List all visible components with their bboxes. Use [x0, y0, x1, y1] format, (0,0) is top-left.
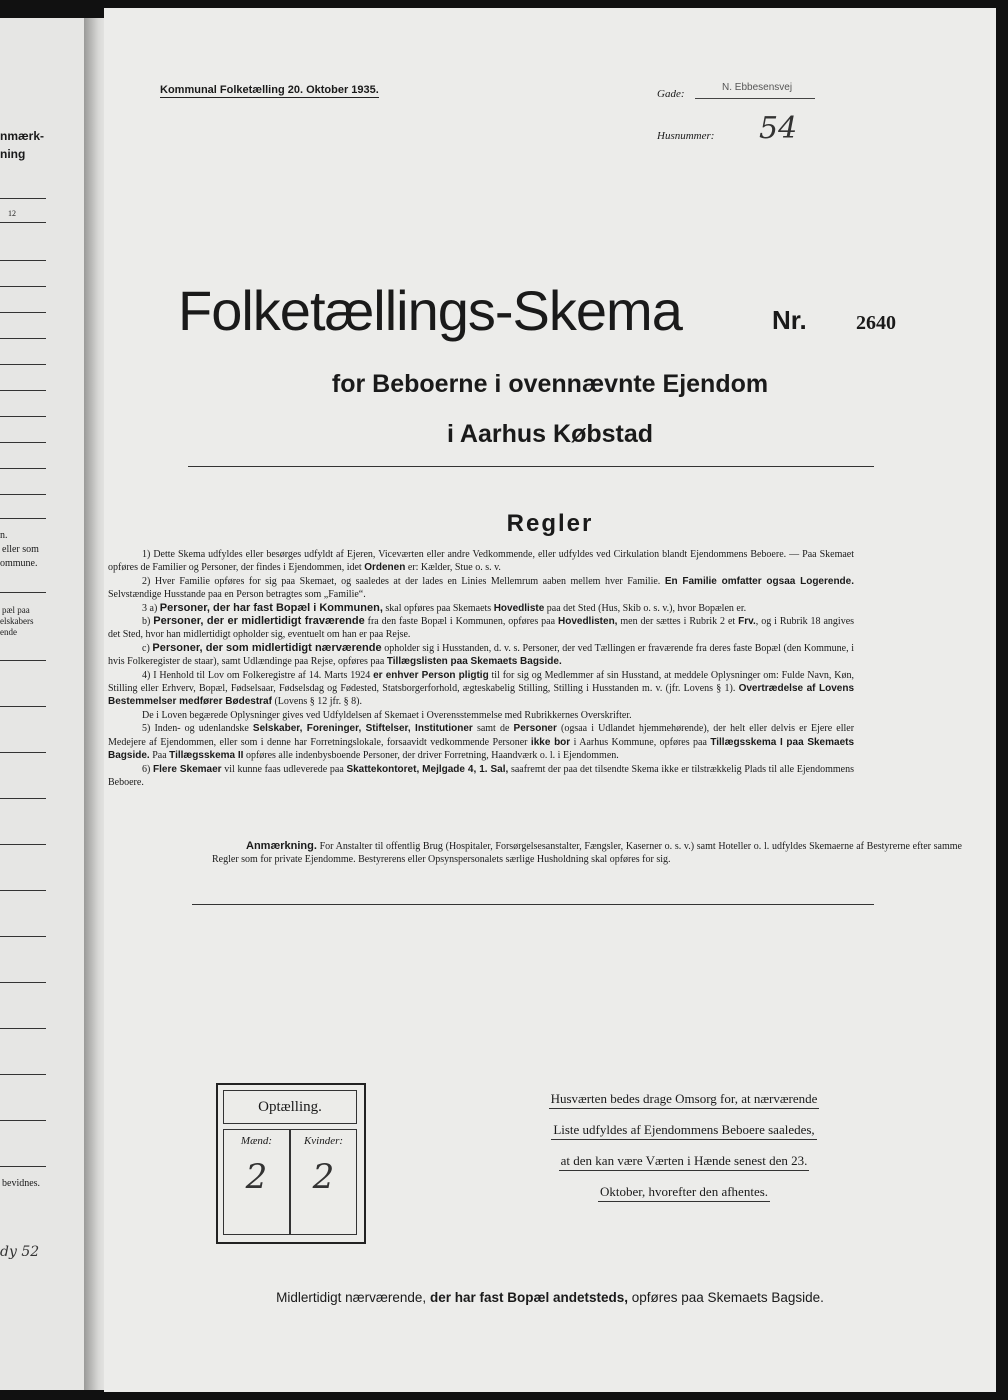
- men-label: Mænd:: [240, 1135, 273, 1147]
- left-page-fragment: ommune.: [0, 558, 38, 569]
- left-page-fragment: n.: [0, 530, 8, 541]
- men-count: 2: [245, 1157, 268, 1197]
- left-page-rule: [0, 286, 46, 287]
- left-page-fragment: eller som: [2, 544, 39, 555]
- left-page-rule: [0, 890, 46, 891]
- left-page-rule: [0, 338, 46, 339]
- left-page-rule: [0, 312, 46, 313]
- form-nr-value: 2640: [856, 312, 896, 334]
- left-page-rule: [0, 468, 46, 469]
- left-page-heading: nmærk-: [0, 129, 45, 143]
- left-page-rule: [0, 416, 46, 417]
- landlord-notice: [518, 1091, 850, 1215]
- left-page-rule: [0, 592, 46, 593]
- form-subtitle-city: i Aarhus Købstad: [446, 420, 654, 448]
- rules-heading: Regler: [506, 510, 594, 537]
- left-page-rule: [0, 1028, 46, 1029]
- count-women-column: [290, 1129, 357, 1235]
- notice-line: Oktober, hvorefter den afhentes.: [598, 1184, 770, 1202]
- left-page-col-number: 12: [8, 209, 16, 218]
- annotation-text: For Anstalter til offentlig Brug (Hospitaler, Forsørgelsesanstalter, Fængsler, Kaserner o. s. v.) samt Hoteller o. l. udfyldes Skemaerne af Bestyrerne efter samme Regler som for private Ejendomme. Bestyrerens eller Opsynspersonalets særlige Husholdning skal opføres for sig.: [212, 841, 962, 866]
- form-subtitle: for Beboerne i ovennævnte Ejendom: [331, 370, 769, 398]
- left-page-fragment: bevidnes.: [2, 1178, 41, 1189]
- rule-3a: 3 a) Personer, der har fast Bopæl i Kommunen, skal opføres paa Skemaets Hovedliste paa det Sted (Hus, Skib o. s. v.), hvor Bopælen er.: [142, 601, 747, 614]
- count-men-column: [223, 1129, 290, 1235]
- left-page-rule: [0, 260, 46, 261]
- footer-bold: der har fast Bopæl andetsteds,: [429, 1290, 628, 1305]
- rule-4b: De i Loven begærede Oplysninger gives ved Udfyldelsen af Skemaet i Overensstemmelse med Rubrikkernes Overskrifter.: [142, 709, 632, 721]
- left-page-rule: [0, 706, 46, 707]
- street-underline: [695, 98, 815, 99]
- women-label: Kvinder:: [303, 1135, 344, 1147]
- title-divider: [188, 466, 874, 467]
- rules-text: [108, 548, 854, 789]
- count-box-title: Optælling.: [223, 1090, 357, 1124]
- note-divider: [192, 904, 874, 905]
- left-page-rule: [0, 982, 46, 983]
- left-page-rule: [0, 222, 46, 223]
- footer-note: [104, 1290, 996, 1305]
- rule-5: 5) Inden- og udenlandske Selskaber, Foreninger, Stiftelser, Institutioner samt de Personer (ogsaa i Udlandet hjemmehørende), der helt eller delvis er Ejere eller Medejere af Ejendommen, eller som i denne har Forretningslokale, forsaavidt vedkommende Personer ikke bor i Aarhus Kommune, opføres paa Tillægsskema I paa Skemaets Bagside. Paa Tillægsskema II opføres alle indenbysboende Personer, der driver Forretning, Haandværk o. l. i Ejendommen.: [108, 723, 855, 762]
- left-page-rule: [0, 390, 46, 391]
- left-page-rule: [0, 660, 46, 661]
- house-number-label: Husnummer:: [657, 130, 715, 142]
- left-page-rule: [0, 844, 46, 845]
- census-label: Kommunal Folketælling 20. Oktober 1935.: [160, 84, 379, 96]
- rule-2: 2) Hver Familie opføres for sig paa Skemaet, og saaledes at der lades en Linies Mellemrum aaben mellem hver Familie. En Familie omfatter ogsaa Logerende. Selvstændige Husstande paa en Person betragtes som „Familie“.: [108, 575, 855, 601]
- census-form-page: [104, 8, 996, 1392]
- left-page-rule: [0, 752, 46, 753]
- footer-post: opføres paa Skemaets Bagside.: [631, 1290, 824, 1305]
- women-count: 2: [312, 1157, 335, 1197]
- notice-line: Husværten bedes drage Omsorg for, at nærværende: [549, 1091, 820, 1109]
- annotation-note: [212, 840, 962, 867]
- left-page-rule: [0, 364, 46, 365]
- left-page-fragment: pæl paa: [2, 605, 30, 615]
- left-page-handwriting: dy 52: [0, 1244, 40, 1260]
- rule-3b: b) Personer, der er midlertidigt fraværende fra den faste Bopæl i Kommunen, opføres paa Hovedlisten, men der sættes i Rubrik 2 et Frv., og i Rubrik 18 angives det Sted, hvor han midlertidigt opholder sig, eventuelt om han er paa Rejse.: [108, 615, 855, 641]
- left-page-fragment: ende: [0, 627, 17, 637]
- left-page-fragment: elskabers: [0, 616, 34, 626]
- street-label: Gade:: [657, 88, 685, 100]
- house-number-value: 54: [759, 111, 798, 146]
- rule-4: 4) I Henhold til Lov om Folkeregistre af 14. Marts 1924 er enhver Person pligtig til for sig og Medlemmer af sin Husstand, at meddele Oplysninger om: Fulde Navn, Køn, Stilling eller Erhverv, Bopæl, Fødselsaar, Fødselsdag og Fødested, Statsborgerforhold, ægteskabelig Stilling, Stilling i Husstanden m. v. (jfr. Lovens § 1). Overtrædelse af Lovens Bestemmelser medfører Bødestraf (Lovens § 12 jfr. § 8).: [108, 669, 855, 708]
- left-page-rule: [0, 798, 46, 799]
- left-page-rule: [0, 442, 46, 443]
- left-page-rule: [0, 936, 46, 937]
- rule-3c: c) Personer, der som midlertidigt nærværende opholder sig i Husstanden, d. v. s. Personer, der ved Tællingen er fraværende fra deres faste Bopæl (den Kommune, i hvis Folkeregister de staar), samt Udlændinge paa Rejse, opføres paa Tillægslisten paa Skemaets Bagside.: [108, 641, 855, 668]
- street-value: N. Ebbesensvej: [722, 82, 793, 93]
- left-page-rule: [0, 198, 46, 199]
- form-nr-label: Nr.: [772, 305, 807, 335]
- rule-1: 1) Dette Skema udfyldes eller besørges udfyldt af Ejeren, Viceværten eller andre Vedkommende, eller udfyldes ved Cirkulation blandt Ejendommens Beboere. — Paa Skemaet opføres de Familier og Personer, der findes i Ejendommen, idet Ordenen er: Kælder, Stue o. s. v.: [108, 549, 854, 574]
- left-page-rule: [0, 494, 46, 495]
- annotation-label: Anmærkning.: [246, 840, 317, 852]
- left-page-rule: [0, 1166, 46, 1167]
- notice-line: Liste udfyldes af Ejendommens Beboere saaledes,: [551, 1122, 816, 1140]
- form-title: Folketællings-Skema: [178, 279, 682, 342]
- footer-pre: Midlertidigt nærværende,: [276, 1290, 427, 1305]
- notice-line: at den kan være Værten i Hænde senest den 23.: [559, 1153, 810, 1171]
- rule-6: 6) Flere Skemaer vil kunne faas udleverede paa Skattekontoret, Mejlgade 4, 1. Sal, saafremt der paa det tilsendte Skema ikke er tilstrækkelig Plads til alle Ejendommens Beboere.: [108, 763, 854, 788]
- left-page-rule: [0, 518, 46, 519]
- left-page-heading-2: ning: [0, 147, 26, 161]
- left-page-edge: [0, 18, 88, 1390]
- left-page-rule: [0, 1120, 46, 1121]
- left-page-rule: [0, 1074, 46, 1075]
- count-box: [216, 1083, 366, 1244]
